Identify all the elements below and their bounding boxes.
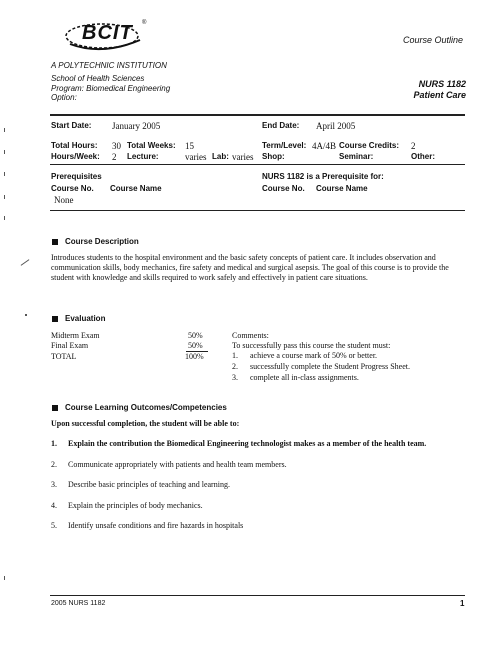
outcome-number: 3.: [51, 480, 57, 489]
institution-tagline: A POLYTECHNIC INSTITUTION: [51, 61, 167, 70]
bcit-logo: [62, 16, 148, 58]
comment-number: 2.: [232, 362, 238, 371]
course-credits-label: Course Credits:: [339, 141, 400, 150]
outcome-text: Identify unsafe conditions and fire hazards in hospitals: [68, 521, 244, 530]
eval-item-value: 50%: [188, 331, 203, 340]
scan-mark: [4, 216, 5, 220]
start-date-value: January 2005: [112, 121, 161, 131]
program-line: Program: Biomedical Engineering: [51, 84, 171, 93]
footer-divider: [50, 595, 465, 596]
lab-value: varies: [232, 152, 254, 162]
course-code: NURS 1182: [418, 79, 466, 89]
school-line: School of Health Sciences: [51, 74, 145, 83]
total-hours-label: Total Hours:: [51, 141, 98, 150]
comment-number: 3.: [232, 373, 238, 382]
page-number: 1: [460, 599, 465, 608]
prereq-value: None: [54, 195, 74, 205]
term-level-label: Term/Level:: [262, 141, 307, 150]
prereq-course-no-label: Course No.: [51, 184, 94, 193]
header-divider: [50, 114, 465, 116]
scan-mark: [4, 128, 5, 132]
evaluation-heading: Evaluation: [65, 314, 106, 323]
registered-icon: ®: [142, 20, 147, 26]
term-level-value: 4A/4B: [312, 141, 337, 151]
lab-label: Lab:: [212, 152, 229, 161]
start-date-label: Start Date:: [51, 121, 92, 130]
prerequisites-label: Prerequisites: [51, 172, 102, 181]
scan-mark: [4, 195, 5, 199]
outcome-text: Describe basic principles of teaching and learning.: [68, 480, 230, 489]
evaluation-bullet-icon: [52, 316, 58, 322]
outcome-text: Explain the contribution the Biomedical Engineering technologist makes as a member of the health team.: [68, 439, 427, 448]
scan-mark: [4, 576, 5, 580]
description-text: Introduces students to the hospital environment and the basic safety concepts of patient care. It includes observation and communication skills, body mechanics, fire safety and medical and surgical asepsis. The goal of this course is to provide the student with knowledge and skills required to work safely and effectively in patient care situations.: [51, 253, 449, 282]
prereq-for-course-name-label: Course Name: [316, 184, 368, 193]
outcome-number: 1.: [51, 439, 57, 448]
lecture-value: varies: [185, 152, 207, 162]
scan-mark: [4, 150, 5, 154]
end-date-value: April 2005: [316, 121, 356, 131]
hours-week-label: Hours/Week:: [51, 152, 100, 161]
eval-total-value: 100%: [185, 352, 204, 361]
eval-item-name: Midterm Exam: [51, 331, 100, 340]
info-divider: [50, 164, 465, 165]
eval-item-value: 50%: [188, 341, 203, 350]
outcome-number: 2.: [51, 460, 57, 469]
eval-item-name: Final Exam: [51, 341, 89, 350]
prereq-divider: [50, 210, 465, 211]
outcome-number: 5.: [51, 521, 57, 530]
scan-mark: [21, 259, 30, 266]
lecture-label: Lecture:: [127, 152, 159, 161]
comment-text: successfully complete the Student Progress Sheet.: [250, 362, 410, 371]
shop-label: Shop:: [262, 152, 285, 161]
comments-label: Comments:: [232, 331, 269, 340]
prereq-for-course-no-label: Course No.: [262, 184, 305, 193]
eval-total-name: TOTAL: [51, 352, 77, 361]
scan-mark: [4, 172, 5, 176]
prereq-course-name-label: Course Name: [110, 184, 162, 193]
hours-week-value: 2: [112, 152, 117, 162]
seminar-label: Seminar:: [339, 152, 374, 161]
outcome-text: Explain the principles of body mechanics.: [68, 501, 203, 510]
comment-text: achieve a course mark of 50% or better.: [250, 351, 378, 360]
outcomes-heading: Course Learning Outcomes/Competencies: [65, 403, 227, 412]
description-heading: Course Description: [65, 237, 139, 246]
option-line: Option:: [51, 93, 77, 102]
other-label: Other:: [411, 152, 435, 161]
course-title: Patient Care: [413, 90, 466, 100]
course-credits-value: 2: [411, 141, 416, 151]
outcome-number: 4.: [51, 501, 57, 510]
logo-text: BCIT: [82, 22, 133, 44]
scan-mark: [25, 314, 27, 316]
outcome-text: Communicate appropriately with patients and health team members.: [68, 460, 287, 469]
prereq-for-label: NURS 1182 is a Prerequisite for:: [262, 172, 384, 181]
total-hours-value: 30: [112, 141, 121, 151]
document-type: Course Outline: [403, 35, 464, 45]
outcomes-intro: Upon successful completion, the student will be able to:: [51, 419, 240, 428]
comment-number: 1.: [232, 351, 238, 360]
comments-intro: To successfully pass this course the student must:: [232, 341, 391, 350]
outcomes-bullet-icon: [52, 405, 58, 411]
total-weeks-label: Total Weeks:: [127, 141, 176, 150]
description-bullet-icon: [52, 239, 58, 245]
comment-text: complete all in-class assignments.: [250, 373, 359, 382]
footer-left-text: 2005 NURS 1182: [51, 600, 106, 607]
end-date-label: End Date:: [262, 121, 300, 130]
total-weeks-value: 15: [185, 141, 194, 151]
